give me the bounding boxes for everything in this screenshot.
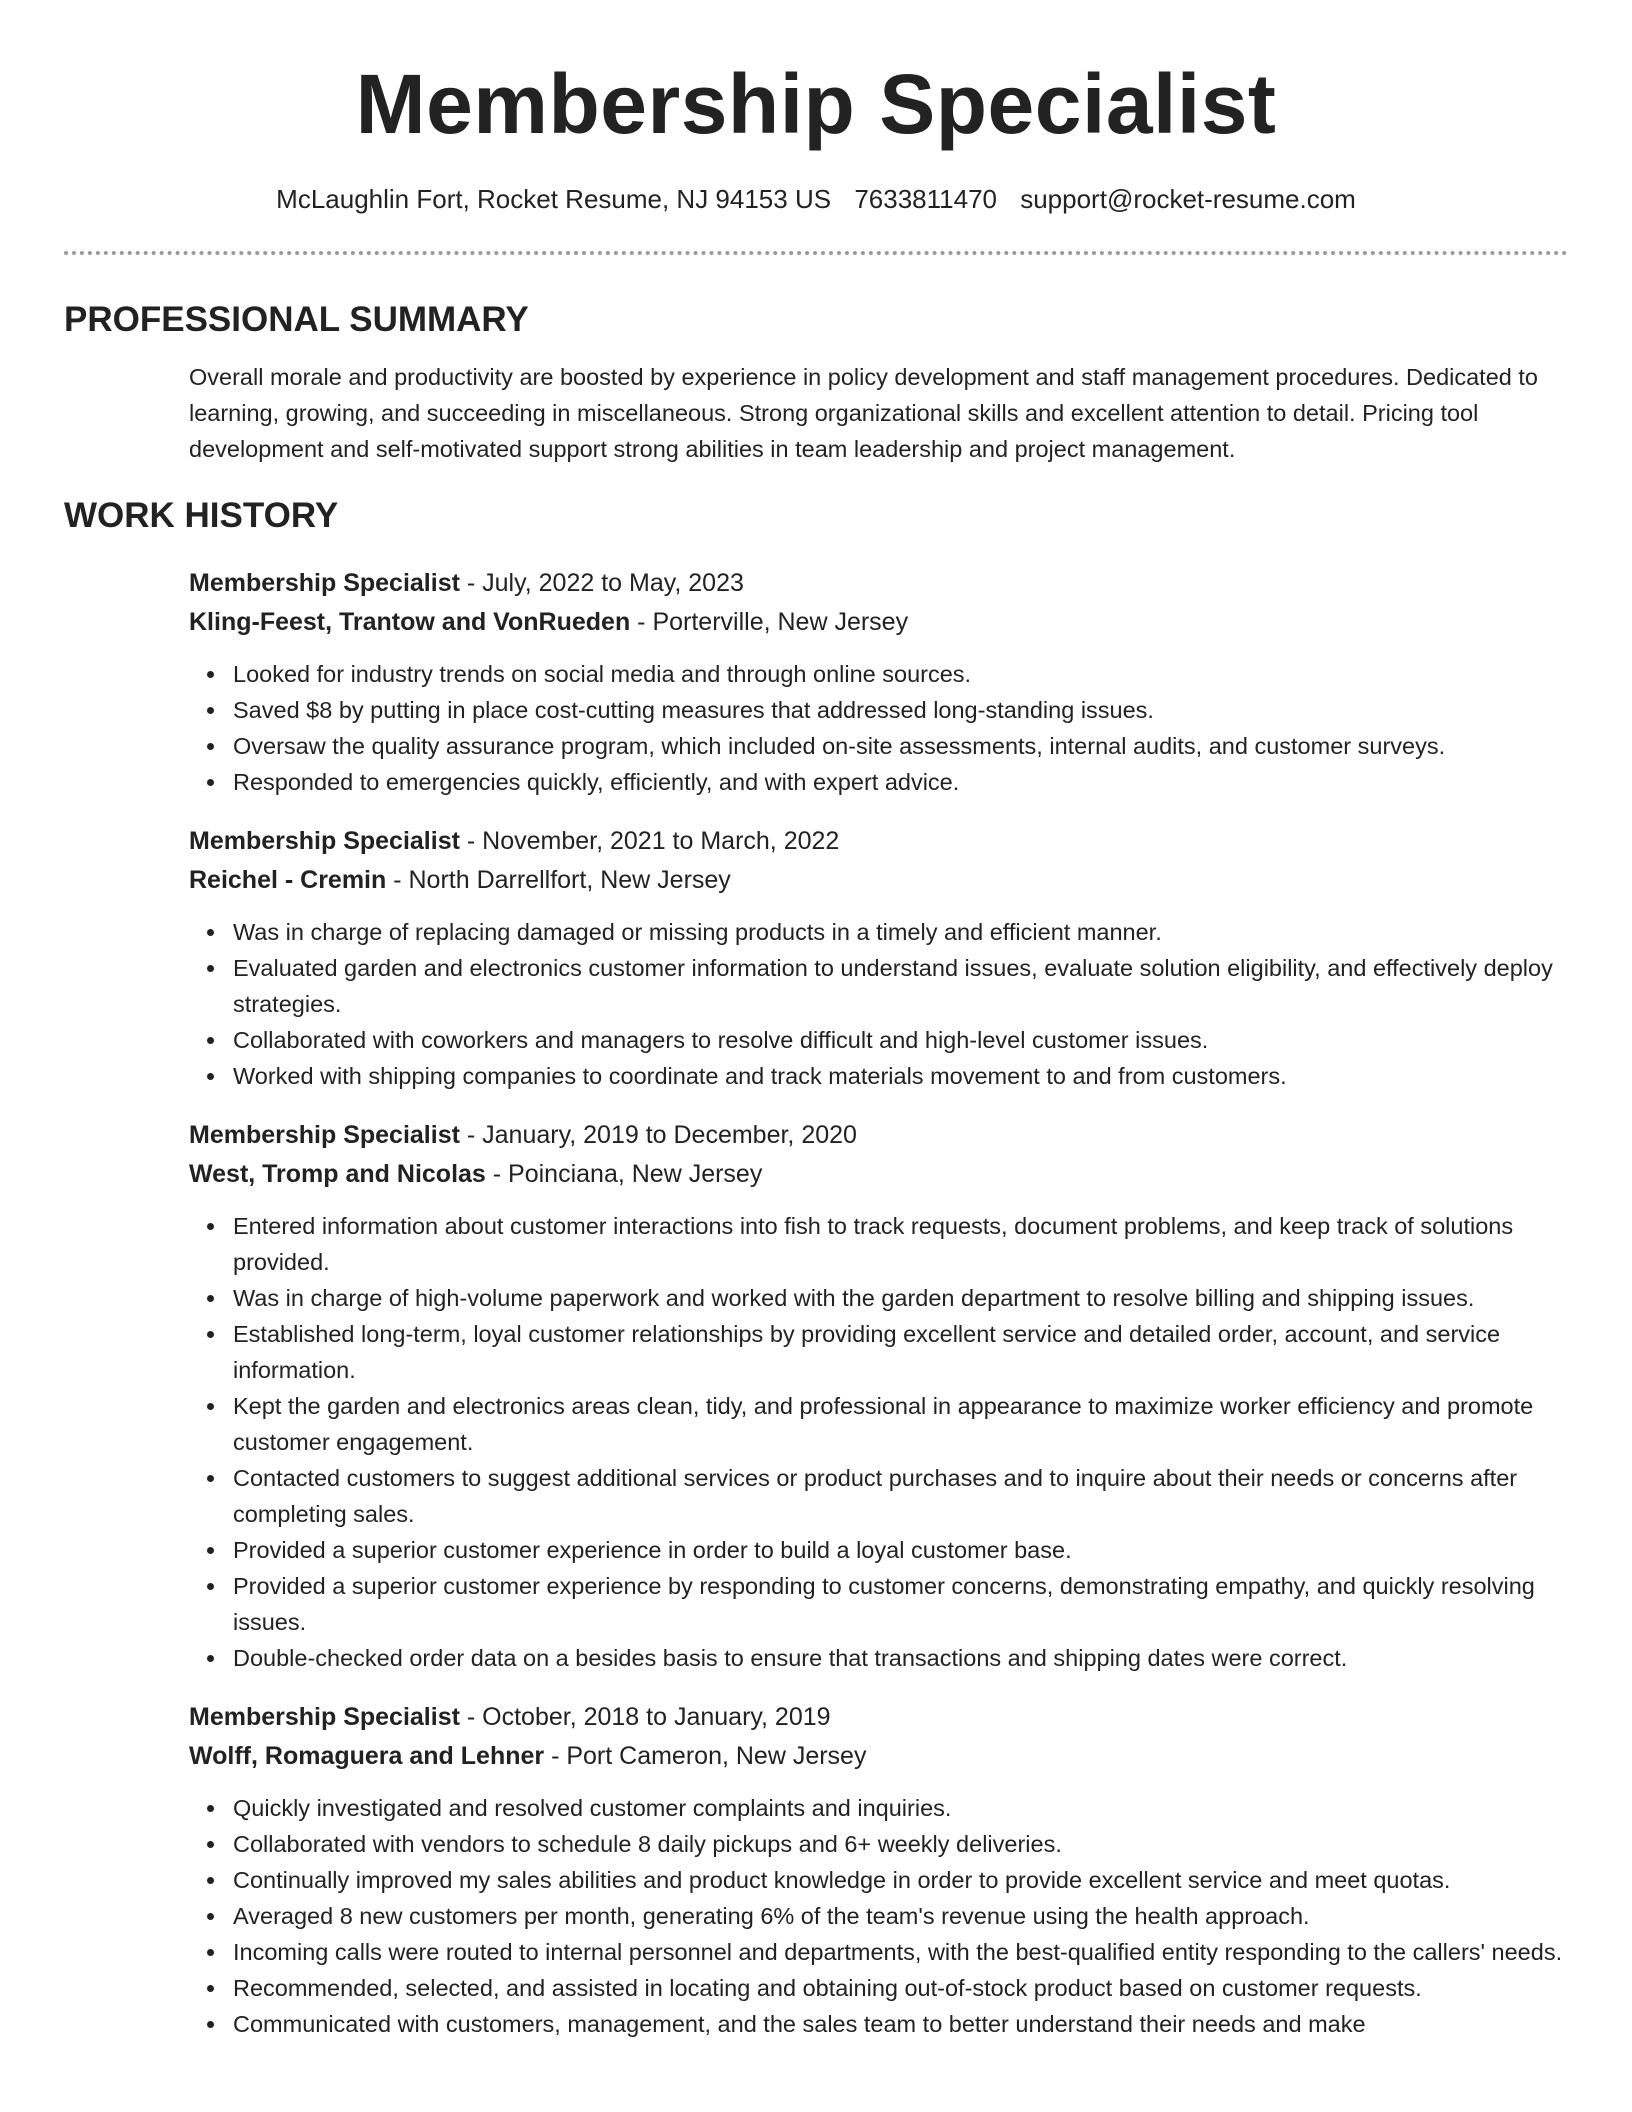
contact-address: McLaughlin Fort, Rocket Resume, NJ 94153 US <box>276 184 832 214</box>
job-bullets <box>189 914 1568 1094</box>
bullet-item: Saved $8 by putting in place cost-cutting measures that addressed long-standing issues. <box>233 692 1568 728</box>
bullet-item: Was in charge of replacing damaged or missing products in a timely and efficient manner. <box>233 914 1568 950</box>
job-company-line <box>189 1155 1568 1194</box>
bullet-item: Recommended, selected, and assisted in locating and obtaining out-of-stock product based on customer requests. <box>233 1970 1568 2006</box>
bullet-item: Contacted customers to suggest additional services or product purchases and to inquire about their needs or concerns after completing sales. <box>233 1460 1568 1532</box>
candidate-name: Membership Specialist <box>355 57 1277 151</box>
job-location: - North Darrellfort, New Jersey <box>386 866 731 894</box>
bullet-item: Provided a superior customer experience in order to build a loyal customer base. <box>233 1532 1568 1568</box>
summary-text: Overall morale and productivity are boosted by experience in policy development and staff management procedures. Dedicated to learning, growing, and succeeding in miscellaneous. Strong organizational skills and excellent attention to detail. Pricing tool development and self-motivated support strong abilities in team leadership and project management. <box>189 364 1538 462</box>
job-dates: - October, 2018 to January, 2019 <box>459 1703 831 1731</box>
job-company-line <box>189 861 1568 900</box>
job-entry <box>189 564 1568 800</box>
bullet-item: Incoming calls were routed to internal personnel and departments, with the best-qualified entity responding to the callers' needs. <box>233 1934 1568 1970</box>
bullet-item: Collaborated with coworkers and managers to resolve difficult and high-level customer issues. <box>233 1022 1568 1058</box>
header-divider <box>64 251 1568 255</box>
job-company: Wolff, Romaguera and Lehner <box>189 1742 545 1770</box>
job-role-line <box>189 1698 1568 1737</box>
job-dates: - November, 2021 to March, 2022 <box>459 827 840 855</box>
job-company-line <box>189 1737 1568 1776</box>
job-role-line <box>189 1116 1568 1155</box>
job-bullets <box>189 656 1568 800</box>
resume-content <box>64 298 1568 2042</box>
job-dates: - July, 2022 to May, 2023 <box>459 569 744 597</box>
bullet-item: Evaluated garden and electronics customer information to understand issues, evaluate solution eligibility, and effectively deploy strategies. <box>233 950 1568 1022</box>
bullet-item: Worked with shipping companies to coordinate and track materials movement to and from customers. <box>233 1058 1568 1094</box>
job-location: - Port Cameron, New Jersey <box>544 1742 867 1770</box>
job-company: West, Tromp and Nicolas <box>189 1160 486 1188</box>
bullet-item: Established long-term, loyal customer relationships by providing excellent service and detailed order, account, and service information. <box>233 1316 1568 1388</box>
bullet-item: Oversaw the quality assurance program, which included on-site assessments, internal audits, and customer surveys. <box>233 728 1568 764</box>
bullet-item: Provided a superior customer experience by responding to customer concerns, demonstrating empathy, and quickly resolving issues. <box>233 1568 1568 1640</box>
job-role: Membership Specialist <box>189 569 460 597</box>
job-dates: - January, 2019 to December, 2020 <box>459 1121 857 1149</box>
bullet-item: Quickly investigated and resolved customer complaints and inquiries. <box>233 1790 1568 1826</box>
work-history-list <box>64 564 1568 2042</box>
bullet-item: Continually improved my sales abilities and product knowledge in order to provide excellent service and meet quotas. <box>233 1862 1568 1898</box>
job-company: Reichel - Cremin <box>189 866 387 894</box>
bullet-item: Double-checked order data on a besides basis to ensure that transactions and shipping dates were correct. <box>233 1640 1568 1676</box>
job-entry <box>189 822 1568 1094</box>
bullet-item: Looked for industry trends on social media and through online sources. <box>233 656 1568 692</box>
contact-phone: 7633811470 <box>854 184 997 214</box>
job-bullets <box>189 1208 1568 1676</box>
job-company: Kling-Feest, Trantow and VonRueden <box>189 608 631 636</box>
job-entry <box>189 1116 1568 1676</box>
bullet-item: Kept the garden and electronics areas clean, tidy, and professional in appearance to maximize worker efficiency and promote customer engagement. <box>233 1388 1568 1460</box>
job-role-line <box>189 822 1568 861</box>
bullet-item: Responded to emergencies quickly, efficiently, and with expert advice. <box>233 764 1568 800</box>
job-company-line <box>189 603 1568 642</box>
bullet-item: Collaborated with vendors to schedule 8 daily pickups and 6+ weekly deliveries. <box>233 1826 1568 1862</box>
job-role: Membership Specialist <box>189 827 460 855</box>
bullet-item: Was in charge of high-volume paperwork and worked with the garden department to resolve billing and shipping issues. <box>233 1280 1568 1316</box>
job-location: - Porterville, New Jersey <box>630 608 909 636</box>
job-role-line <box>189 564 1568 603</box>
job-role: Membership Specialist <box>189 1121 460 1149</box>
bullet-item: Entered information about customer interactions into fish to track requests, document problems, and keep track of solutions provided. <box>233 1208 1568 1280</box>
bullet-item: Averaged 8 new customers per month, generating 6% of the team's revenue using the health approach. <box>233 1898 1568 1934</box>
contact-line <box>0 182 1632 216</box>
contact-email: support@rocket-resume.com <box>1020 184 1356 214</box>
job-bullets <box>189 1790 1568 2042</box>
job-location: - Poinciana, New Jersey <box>485 1160 763 1188</box>
work-history-heading: WORK HISTORY <box>64 496 339 535</box>
summary-heading: PROFESSIONAL SUMMARY <box>64 300 529 339</box>
job-role: Membership Specialist <box>189 1703 460 1731</box>
bullet-item: Communicated with customers, management, and the sales team to better understand their needs and make <box>233 2006 1568 2042</box>
job-entry <box>189 1698 1568 2042</box>
